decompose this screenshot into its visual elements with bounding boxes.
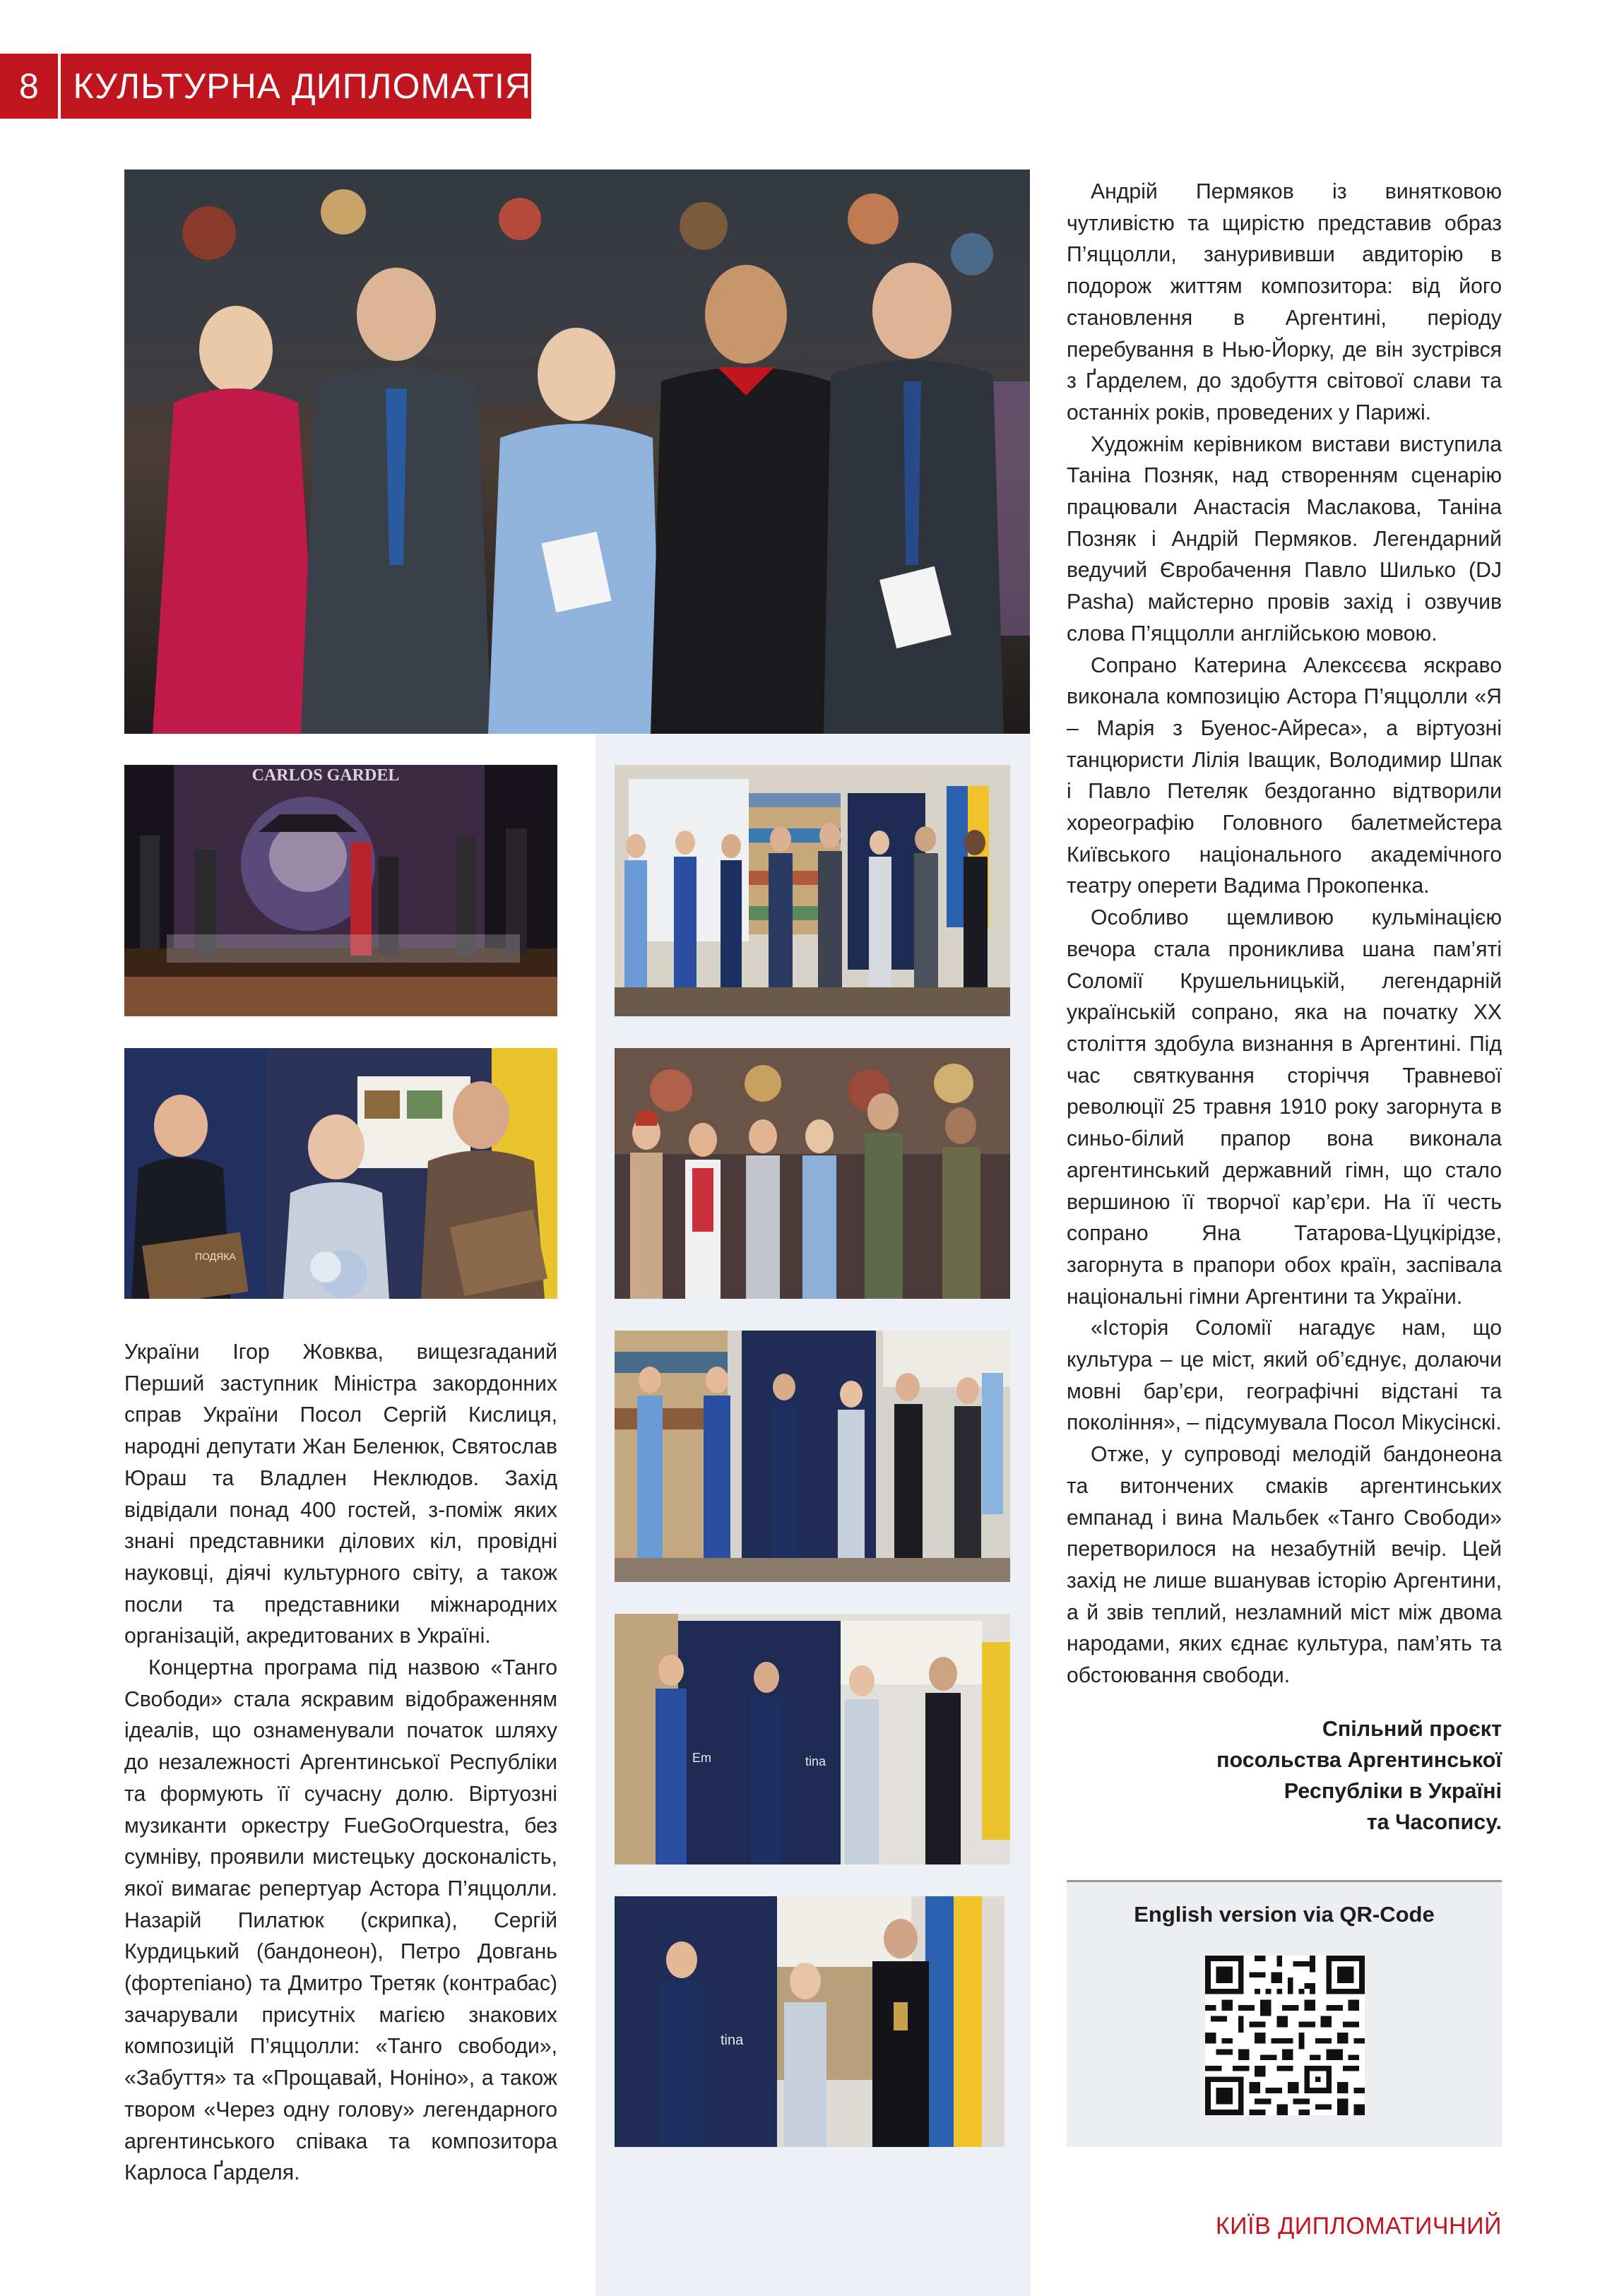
page-number: 8 — [0, 54, 58, 119]
photo-embassy-group-1 — [615, 765, 1010, 1016]
left-paragraph-1: України Ігор Жовква, вищезгаданий Перший заступник Міністра закордонних справ України Посол Сергій Кислиця, народні депутати Жан Беленюк, Святослав Юраш та Владлен Неклюдов. Захід відвідали понад 400 гостей, з-поміж яких знані представники ділових кіл, провідні науковці, діячі культурного світу, а також посли та представники міжнародних організацій, акредитованих в Україні. — [124, 1340, 557, 1648]
left-paragraph-2: Концертна програма під назвою «Танго Свободи» стала яскравим відображенням ідеалів, що ознаменували початок шляху до незалежності Аргентинської Республіки та формують її сучасну долю. Віртуозні музиканти оркестру FueGoOrquestra, без сумніву, проявили мистецьку досконалість, якої вимагає репертуар Астора П’яццолли. Назарій Пилатюк (скрипка), Сергій Курдицький (бандонеон), Петро Довгань (фортепіано) та Дмитро Третяк (контрабас) зачарували присутніх магією знакових композицій П’яццолли: «Танго свободи», «Забуття» та «Прощавай, Ноніно», а також твором «Через одну голову» легендарного аргентинського співака та композитора Карлоса Ґарделя. — [124, 1656, 557, 2185]
photo-main-group — [124, 169, 1030, 734]
embassy-banner-text: tina — [721, 2033, 744, 2048]
right-paragraph-3: Сопрано Катерина Алексєєва яскраво виконала композицію Астора П’яццолли «Я – Марія з Буенос-Айреса», а віртуозні танцюристи Лілія Іващик, Володимир Шпак і Павло Петеляк бездоганно відтворили хореографію Головного балетмейстера Київського національного академічного театру оперети Вадима Прокопенка. — [1067, 653, 1502, 898]
right-paragraph-2: Художнім керівником вистави виступила Таніна Позняк, над створенням сценарію працювали Анастасія Маслакова, Таніна Позняк і Андрій Пермяков. Легендарний ведучий Євробачення Павло Шилько (DJ Pasha) майстерно провів захід і озвучив слова П’яццолли англійською мовою. — [1067, 432, 1502, 646]
photo-award-presentation — [124, 1048, 557, 1299]
photo-embassy-group-2 — [615, 1048, 1010, 1299]
stage-banner-text: CARLOS GARDEL — [251, 766, 400, 785]
right-paragraph-5: «Історія Соломії нагадує нам, що культура – це міст, який об’єднує, долаючи мовні бар’єри, географічні відстані та покоління», – підсумувала Посол Мікусінскі. — [1067, 1316, 1502, 1435]
embassy-banner-word: Em — [692, 1751, 711, 1765]
embassy-banner-word-2: tina — [805, 1754, 826, 1768]
article-credit — [1067, 1713, 1502, 1838]
photo-tango-stage — [124, 765, 557, 1016]
qr-code-box — [1067, 1880, 1502, 2147]
diploma-caption: ПОДЯКА — [195, 1251, 236, 1262]
right-paragraph-1: Андрій Пермяков із винятковою чутливістю та щирістю представив образ П’яццолли, занурививши авдиторію в подорож життям композитора: від його становлення в Аргентині, періоду перебування в Нью-Йорку, де він зустрівся з Ґарделем, до здобуття світової слави та останніх років, проведених у Парижі. — [1067, 180, 1502, 424]
credit-line-4: та Часопису. — [1366, 1810, 1502, 1834]
left-text-column — [124, 1337, 557, 2189]
photo-embassy-group-3 — [615, 1331, 1010, 1582]
right-paragraph-4: Особливо щемливою кульмінацією вечора стала прониклива шана пам’яті Соломії Крушельницькій, легендарній українській сопрано, яка на початку ХХ століття здобула визнання в Аргентині. Під час святкування сторіччя Травневої революції 25 травня 1910 року загорнута в синьо-білий прапор вона виконала аргентинський державний гімн, що стало вершиною її творчої кар’єри. На її честь сопрано Яна Татарова-Цуцкірідзе, загорнута в прапори обох країн, заспівала національні гімни Аргентини та України. — [1067, 906, 1502, 1309]
credit-line-2: посольства Аргентинської — [1216, 1748, 1502, 1772]
qr-code-icon[interactable] — [1205, 1956, 1365, 2115]
right-text-column — [1067, 177, 1502, 1692]
photo-embassy-group-4 — [615, 1614, 1010, 1864]
section-header — [0, 54, 531, 119]
qr-label: English version via QR-Code — [1134, 1902, 1435, 1927]
credit-line-1: Спільний проєкт — [1322, 1717, 1502, 1741]
section-title: КУЛЬТУРНА ДИПЛОМАТІЯ — [61, 54, 532, 119]
publication-footer: КИЇВ ДИПЛОМАТИЧНИЙ — [1215, 2213, 1502, 2240]
credit-line-3: Республіки в Україні — [1284, 1779, 1502, 1803]
right-paragraph-6: Отже, у супроводі мелодій бандонеона та витончених смаків аргентинських емпанад і вина Мальбек «Танго Свободи» перетворилося на незабутній вечір. Цей захід не лише вшанував історію Аргентини, а й звів теплий, незламний міст між двома народами, яких єднає культура, пам’ять та обстоювання свободи. — [1067, 1443, 1502, 1688]
photo-embassy-group-5 — [615, 1896, 1004, 2147]
